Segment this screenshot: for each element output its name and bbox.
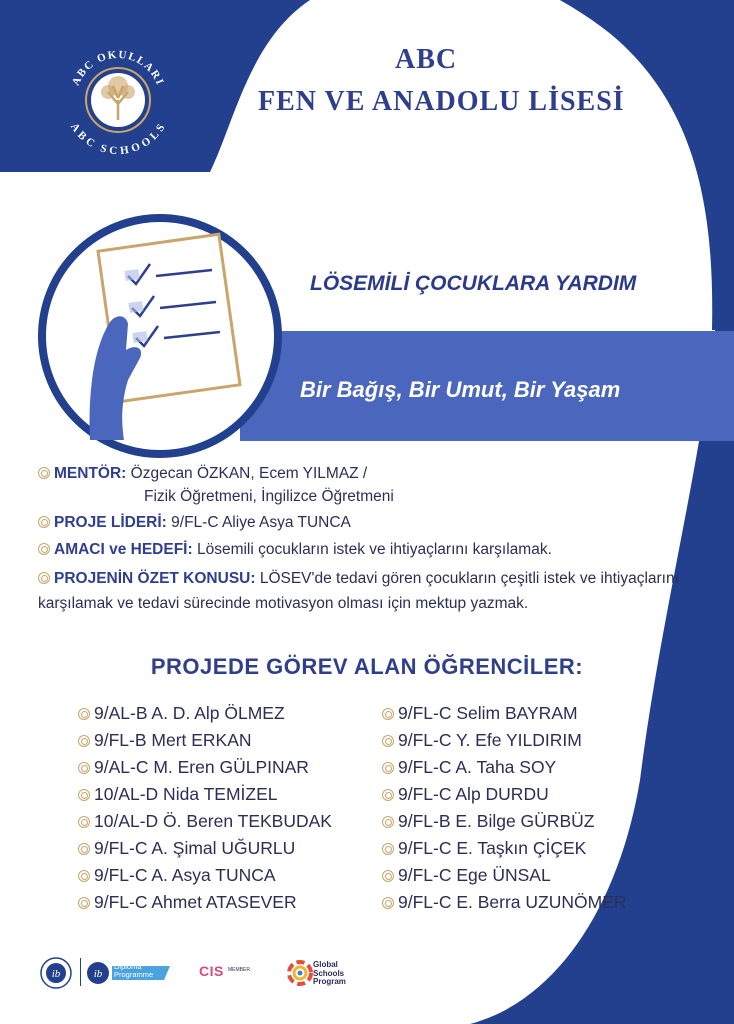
- school-title-line1: ABC: [395, 44, 458, 75]
- bullet-icon: [38, 543, 50, 555]
- bullet-icon: [382, 897, 394, 909]
- goal-row: [38, 538, 718, 561]
- bullet-icon: [38, 516, 50, 528]
- goal-label: AMACI ve HEDEFİ:: [54, 541, 193, 558]
- student-item: 9/FL-C Selim BAYRAM: [382, 703, 627, 730]
- student-item: 9/FL-C Alp DURDU: [382, 784, 627, 811]
- student-item: 9/FL-C A. Şimal UĞURLU: [78, 838, 332, 865]
- footer-divider: [80, 958, 81, 986]
- student-item: 9/FL-C Y. Efe YILDIRIM: [382, 730, 627, 757]
- logo-text-top: ABC OKULLARI: [69, 48, 167, 88]
- project-title: LÖSEMİLİ ÇOCUKLARA YARDIM: [310, 272, 637, 295]
- bullet-icon: [78, 708, 90, 720]
- student-item: 10/AL-D Nida TEMİZEL: [78, 784, 332, 811]
- bullet-icon: [78, 735, 90, 747]
- bullet-icon: [382, 816, 394, 828]
- ib-seal-icon: [38, 956, 78, 990]
- student-item: 9/FL-B Mert ERKAN: [78, 730, 332, 757]
- student-item: 9/FL-C E. Berra UZUNÖMER: [382, 892, 627, 919]
- cis-logo: CIS: [199, 963, 224, 979]
- summary-value: LÖSEV'de tedavi gören çocukların çeşitli istek ve ihtiyaçlarını karşılamak ve tedavi sürecinde motivasyon olması için mektup yazmak.: [38, 570, 679, 612]
- students-left-column: [78, 703, 332, 919]
- school-title-line2: FEN VE ANADOLU LİSESİ: [258, 86, 625, 117]
- bullet-icon: [78, 870, 90, 882]
- students-right-column: [382, 703, 627, 919]
- bullet-icon: [382, 735, 394, 747]
- bullet-icon: [382, 870, 394, 882]
- school-logo: [58, 40, 178, 160]
- bullet-icon: [38, 467, 50, 479]
- student-item: 10/AL-D Ö. Beren TEKBUDAK: [78, 811, 332, 838]
- student-item: 9/FL-B E. Bilge GÜRBÜZ: [382, 811, 627, 838]
- student-item: 9/AL-B A. D. Alp ÖLMEZ: [78, 703, 332, 730]
- student-item: 9/FL-C Ahmet ATASEVER: [78, 892, 332, 919]
- bullet-icon: [78, 816, 90, 828]
- student-item: 9/FL-C Ege ÜNSAL: [382, 865, 627, 892]
- mentor-row: [38, 462, 718, 508]
- leader-value: 9/FL-C Aliye Asya TUNCA: [171, 514, 351, 531]
- student-item: 9/FL-C A. Taha SOY: [382, 757, 627, 784]
- leader-label: PROJE LİDERİ:: [54, 514, 167, 531]
- goal-value: Lösemili çocukların istek ve ihtiyaçlarını karşılamak.: [196, 541, 552, 558]
- mentor-line1: Özgecan ÖZKAN, Ecem YILMAZ /: [130, 465, 368, 482]
- svg-text:ib: ib: [51, 968, 61, 980]
- mentor-label: MENTÖR:: [54, 465, 127, 482]
- bullet-icon: [78, 897, 90, 909]
- summary-row: [38, 566, 708, 616]
- logo-text-bottom: ABC SCHOOLS: [67, 120, 169, 158]
- mentor-line2: Fizik Öğretmeni, İngilizce Öğretmeni: [144, 488, 394, 505]
- student-item: 9/FL-C A. Asya TUNCA: [78, 865, 332, 892]
- global-schools-icon: [285, 958, 315, 988]
- student-item: 9/AL-C M. Eren GÜLPINAR: [78, 757, 332, 784]
- bullet-icon: [38, 572, 50, 584]
- leader-row: [38, 511, 718, 534]
- summary-label: PROJENİN ÖZET KONUSU:: [54, 570, 256, 587]
- bullet-icon: [78, 843, 90, 855]
- bullet-icon: [382, 843, 394, 855]
- global-schools-text: Global Schools Program: [313, 960, 346, 986]
- bullet-icon: [78, 762, 90, 774]
- checklist-illustration: [70, 230, 260, 440]
- project-slogan: Bir Bağış, Bir Umut, Bir Yaşam: [300, 377, 621, 402]
- svg-text:ib: ib: [93, 968, 103, 980]
- bullet-icon: [382, 708, 394, 720]
- bullet-icon: [382, 762, 394, 774]
- ib-diploma-text: Diploma Programme: [114, 962, 154, 979]
- bullet-icon: [382, 789, 394, 801]
- students-heading: PROJEDE GÖREV ALAN ÖĞRENCİLER:: [150, 654, 584, 679]
- bullet-icon: [78, 789, 90, 801]
- student-item: 9/FL-C E. Taşkın ÇİÇEK: [382, 838, 627, 865]
- cis-member-text: MEMBER: [228, 967, 250, 973]
